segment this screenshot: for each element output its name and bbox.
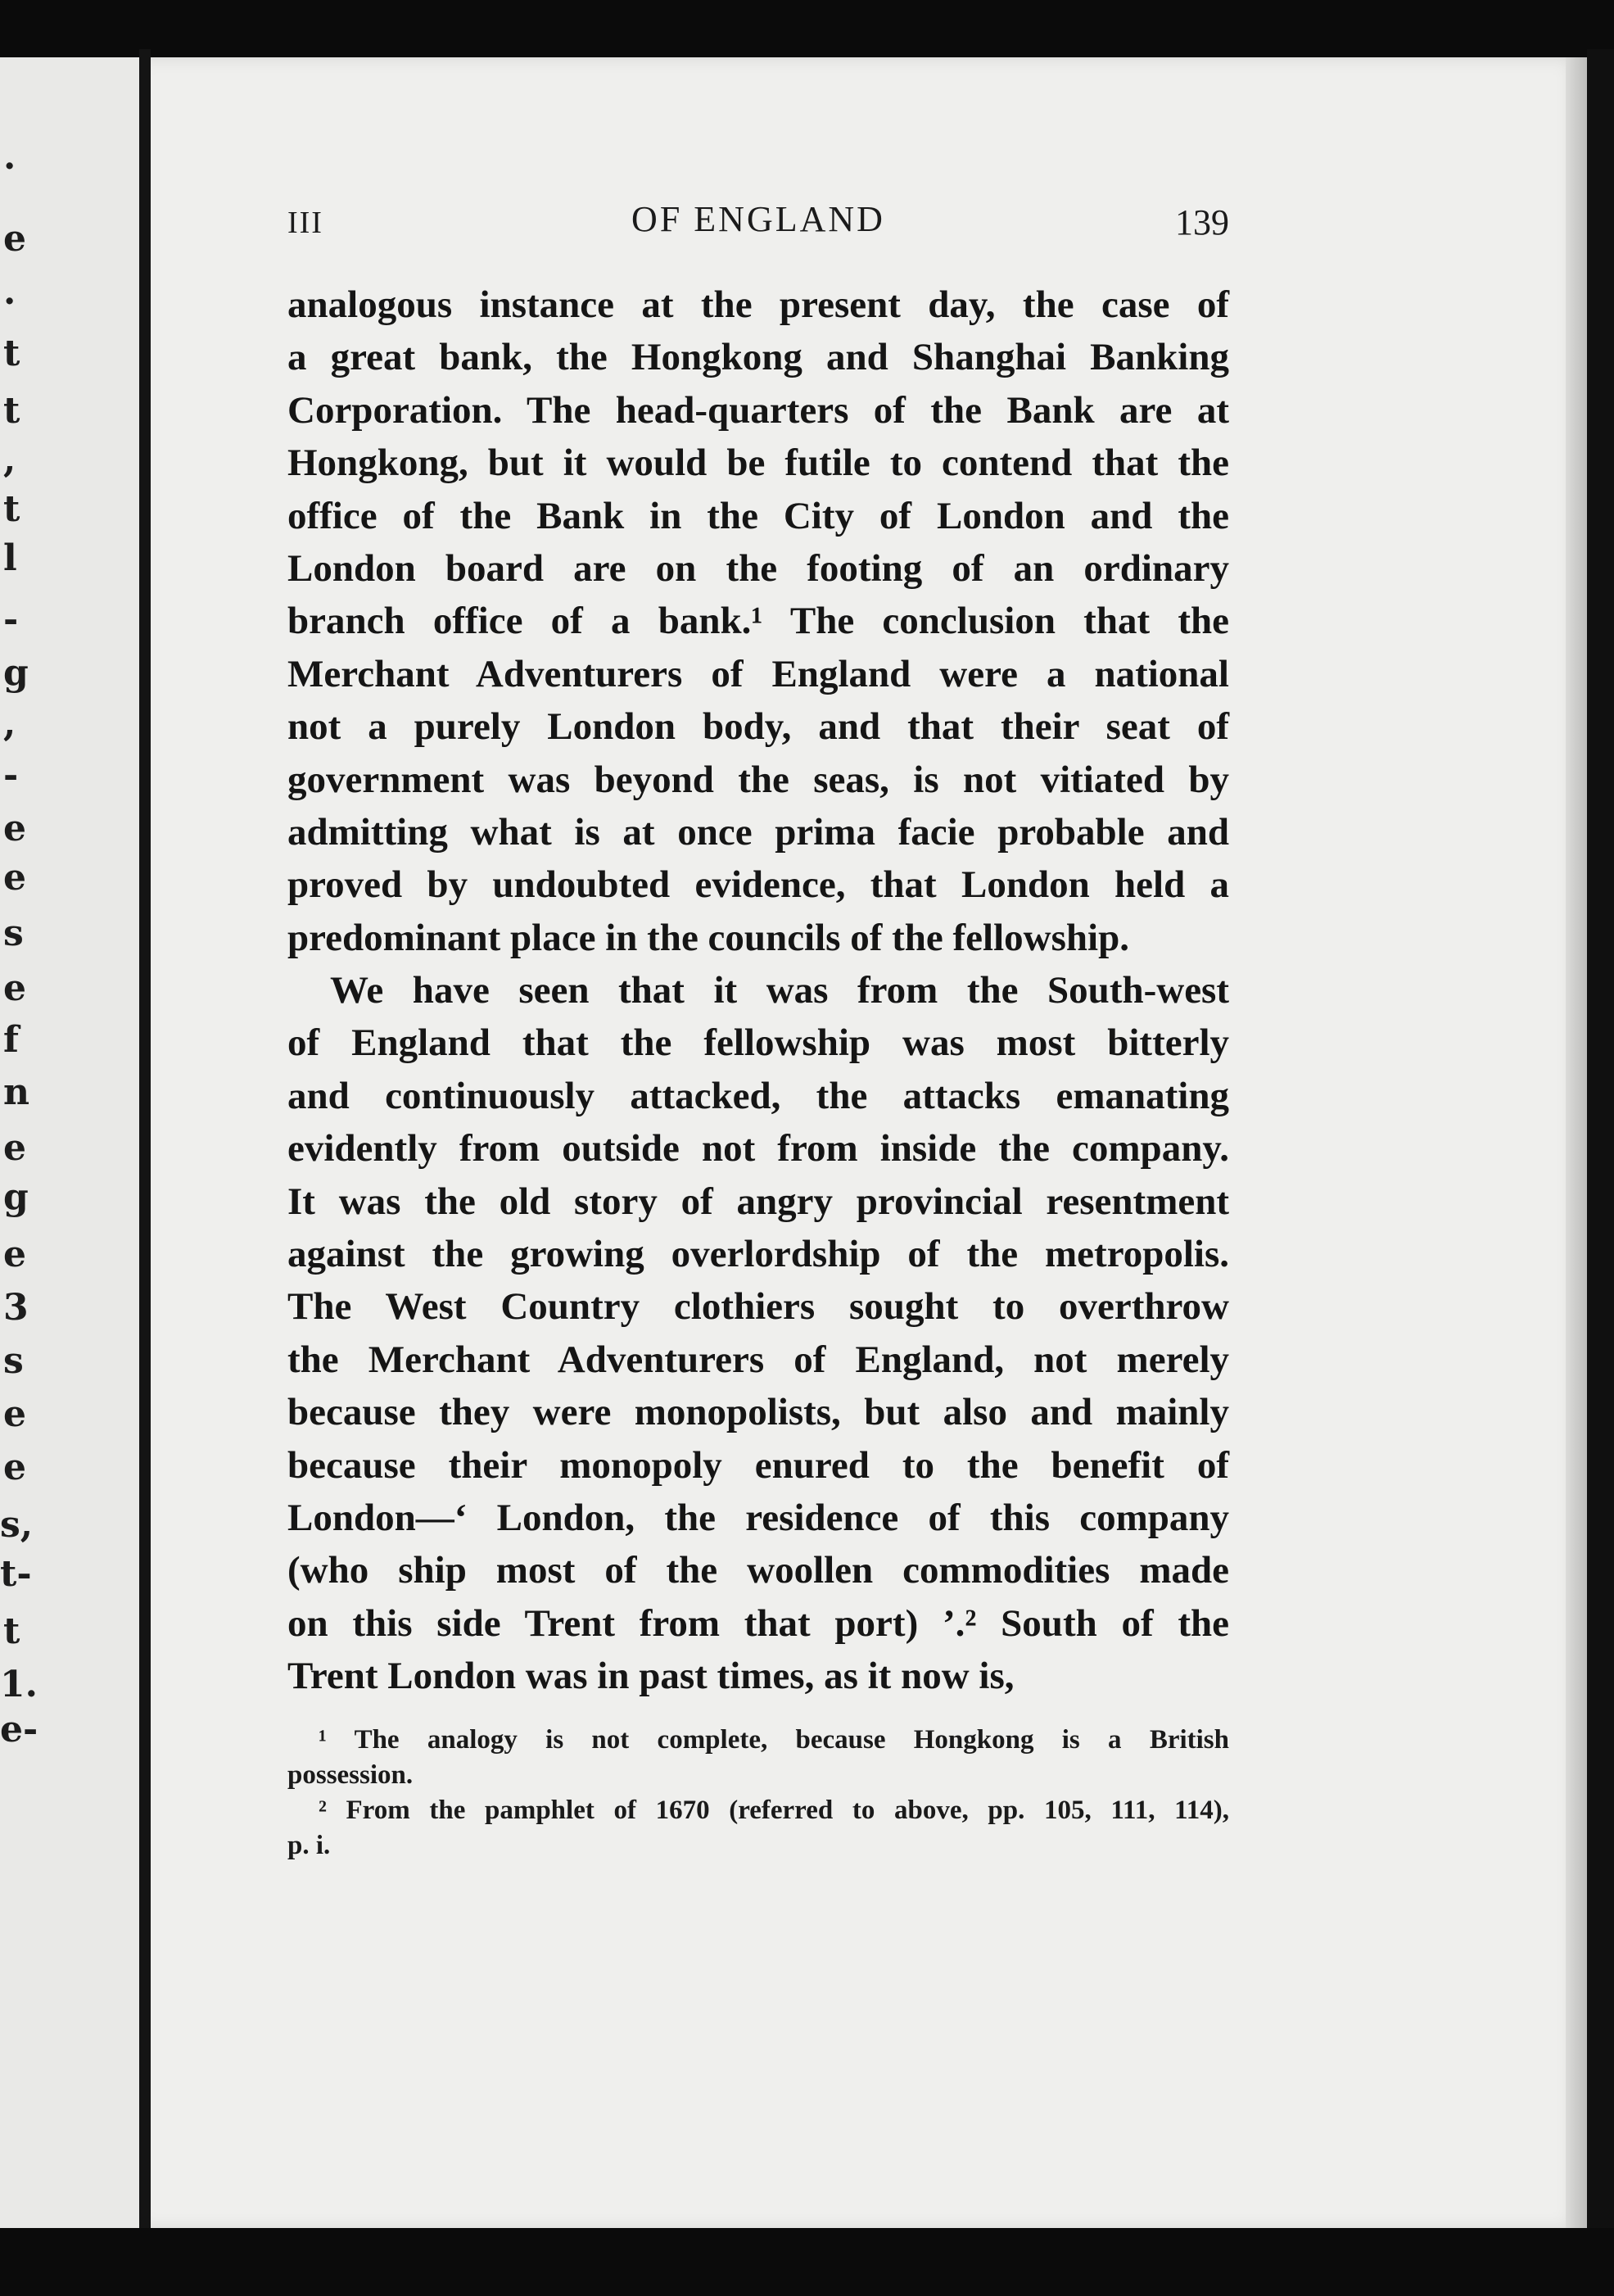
left-page-fragment: e	[3, 1393, 26, 1435]
body-line: a great bank, the Hongkong and Shanghai Banking	[287, 336, 1229, 379]
left-page-fragment: ,	[3, 439, 16, 481]
running-header	[287, 198, 1229, 256]
body-line: It was the old story of angry provincial resentment	[287, 1180, 1229, 1223]
left-page-fragment: ,	[3, 703, 16, 745]
left-page-fragment: t	[3, 333, 20, 374]
page-edge-shadow	[1566, 57, 1587, 2230]
body-line: Corporation. The head-quarters of the Bank are at	[287, 388, 1229, 432]
body-line: on this side Trent from that port) ’.² South of the	[287, 1601, 1229, 1645]
left-page-fragment: e	[3, 967, 26, 1009]
running-title: OF ENGLAND	[631, 199, 885, 239]
scan-right-border	[1587, 49, 1614, 2236]
body-line: Hongkong, but it would be futile to contend that the	[287, 442, 1229, 485]
left-page-fragment: t-	[0, 1553, 32, 1595]
left-page-fragment: f	[3, 1019, 19, 1061]
body-line: proved by undoubted evidence, that London held a	[287, 863, 1229, 907]
body-line: not a purely London body, and that their seat of	[287, 705, 1229, 749]
left-page-fragment: .	[3, 136, 16, 178]
body-line: because their monopoly enured to the benefit of	[287, 1443, 1229, 1487]
left-page-fragment: e	[3, 857, 26, 899]
body-line: London—‘ London, the residence of this company	[287, 1496, 1229, 1539]
body-line: predominant place in the councils of the fellowship.	[287, 916, 1129, 959]
left-page-fragment: e	[3, 1447, 26, 1488]
body-line: of England that the fellowship was most bitterly	[287, 1021, 1229, 1065]
body-line: We have seen that it was from the South-west	[330, 969, 1229, 1012]
footnote-line: ¹ The analogy is not complete, because Hongkong is a British	[319, 1725, 1229, 1755]
page-number: 139	[1175, 202, 1229, 242]
left-page-fragment: g	[3, 652, 29, 694]
left-page-fragment: t	[3, 390, 20, 432]
chapter-number: III	[287, 206, 323, 240]
left-page-fragment: e	[3, 1127, 26, 1169]
body-line: the Merchant Adventurers of England, not merely	[287, 1338, 1229, 1381]
left-page-fragment: s,	[0, 1504, 34, 1546]
left-page-fragment: 3	[3, 1287, 29, 1329]
footnote-line: possession.	[287, 1760, 414, 1790]
left-facing-page	[0, 57, 144, 2232]
left-page-fragment: l	[3, 537, 17, 579]
left-page-fragment: n	[3, 1071, 29, 1113]
left-page-fragment: g	[3, 1176, 29, 1218]
left-page-fragment: s	[3, 1340, 24, 1382]
left-page-fragment: e	[3, 218, 26, 260]
body-line: Trent London was in past times, as it now is,	[287, 1655, 1015, 1698]
left-page-fragment: s	[3, 913, 24, 954]
left-page-fragment: e	[3, 1234, 26, 1275]
body-line: branch office of a bank.¹ The conclusion that the	[287, 600, 1229, 643]
body-line: office of the Bank in the City of London and the	[287, 494, 1229, 537]
footnote-line: p. i.	[287, 1831, 331, 1860]
body-text	[287, 279, 1229, 1703]
left-page-fragment: t	[3, 1610, 20, 1652]
left-page-fragment: e-	[0, 1709, 38, 1750]
scan-top-border	[0, 0, 1614, 59]
body-line: government was beyond the seas, is not vitiated by	[287, 758, 1229, 801]
footnote-line: ² From the pamphlet of 1670 (referred to above, pp. 105, 111, 114),	[319, 1796, 1229, 1825]
body-line: London board are on the footing of an ordinary	[287, 546, 1229, 590]
body-line: (who ship most of the woollen commodities made	[287, 1549, 1229, 1592]
left-page-fragment: -	[3, 599, 19, 641]
body-line: and continuously attacked, the attacks emanating	[287, 1074, 1229, 1117]
left-page-fragment: -	[3, 754, 19, 796]
body-line: admitting what is at once prima facie probable and	[287, 810, 1229, 854]
book-spine-gutter	[139, 49, 151, 2236]
left-page-fragment: 1.	[0, 1664, 38, 1705]
body-line: The West Country clothiers sought to overthrow	[287, 1285, 1229, 1329]
left-page-fragment: t	[3, 488, 20, 530]
left-page-text-fragments	[0, 57, 144, 2232]
left-page-fragment: e	[3, 808, 26, 849]
body-line: against the growing overlordship of the metropolis.	[287, 1233, 1229, 1276]
scan-bottom-border	[0, 2228, 1614, 2296]
body-line: because they were monopolists, but also and mainly	[287, 1391, 1229, 1434]
body-line: evidently from outside not from inside the company.	[287, 1127, 1229, 1171]
body-line: Merchant Adventurers of England were a national	[287, 652, 1229, 695]
left-page-fragment: .	[3, 271, 16, 313]
footnotes	[287, 1723, 1229, 1864]
body-line: analogous instance at the present day, the case of	[287, 283, 1229, 326]
